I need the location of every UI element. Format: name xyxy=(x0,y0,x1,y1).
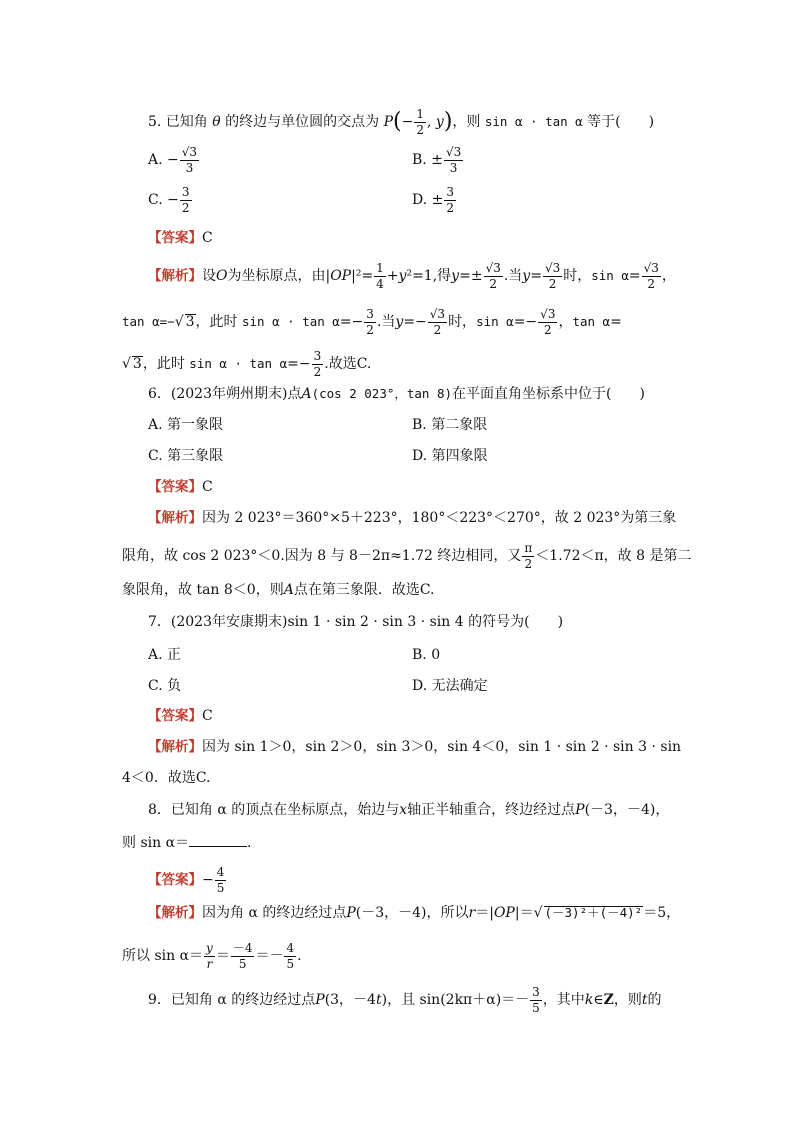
q6-option-b: B. 第二象限 xyxy=(412,417,488,433)
q7-solution-line1: 【解析】因为 sin 1＞0，sin 2＞0，sin 3＞0，sin 4＜0，sin 1 · sin 2 · sin 3 · sin xyxy=(148,739,682,755)
q5-option-c: C. − $\frac{3}{2}$ xyxy=(148,185,190,215)
q9-stem: 9．已知角 α 的终边经过点P(3，－4t)，且 sin(2kπ＋α)＝－ $\frac{3}{5}$ ，其中k∈Z，则t的 xyxy=(148,985,662,1015)
q6-solution-line3: 象限角，故 tan 8＜0，则A点在第三象限．故选C. xyxy=(122,582,435,598)
q6-option-c: C. 第三象限 xyxy=(148,448,224,464)
q8-solution-line2: 所以 sin α＝ $\frac{y}{r}$ ＝ $\frac{-4}{5}$ ＝－ $\frac{4}{5}$ . xyxy=(122,941,302,971)
q8-answer: 【答案】− $\frac{4}{5}$ xyxy=(148,865,225,895)
q5-solution-line3: √ 3，此时 sin α · tan α=− $\frac{3}{2}$ .故选C. xyxy=(122,349,372,379)
q5-option-a: A. − $\frac{√3}{3}$ xyxy=(148,145,198,175)
q5-option-b: B. ± $\frac{√3}{3}$ xyxy=(412,145,462,175)
q6-option-a: A. 第一象限 xyxy=(148,417,224,433)
q6-solution-line1: 【解析】因为 2 023°＝360°×5＋223°，180°＜223°＜270°，故 2 023°为第三象 xyxy=(148,510,677,526)
q8-stem-line1: 8．已知角 α 的顶点在坐标原点，始边与x轴正半轴重合，终边经过点P(－3，－4)， xyxy=(148,802,670,818)
q5-answer: 【答案】C xyxy=(148,230,213,246)
q5-solution-line1: 【解析】设O为坐标原点，由|OP|²= $\frac{1}{4}$ +y²=1,得y=± $\frac{√3}{2}$ .当y= $\frac{√3}{2}$ 时，sin α= $\frac{√3}{2}$ ， xyxy=(148,261,676,291)
q6-option-d: D. 第四象限 xyxy=(412,448,488,464)
q7-option-d: D. 无法确定 xyxy=(412,678,488,694)
q7-option-a: A. 正 xyxy=(148,647,182,663)
q5-option-d: D. ± $\frac{3}{2}$ xyxy=(412,185,455,215)
q8-solution-line1: 【解析】因为角 α 的终边经过点P(－3，－4)，所以r＝|OP|＝√ (－3)²＋(－4)²＝5， xyxy=(148,905,681,921)
q8-stem-line2: 则 sin α＝ . xyxy=(122,835,252,851)
q5-solution-line2: tan α=−√ 3，此时 sin α · tan α=− $\frac{3}{2}$ .当y=− $\frac{√3}{2}$ 时，sin α=− $\frac{√3}{2}$ ，tan α= xyxy=(122,307,622,337)
q7-option-c: C. 负 xyxy=(148,678,182,694)
q8-answer-blank xyxy=(189,834,247,847)
q7-answer: 【答案】C xyxy=(148,708,213,724)
q5-stem: 5. 已知角 θ 的终边与单位圆的交点为 P(− $\frac{1}{2}$ , y)，则 sin α · tan α 等于( ) xyxy=(148,107,655,137)
q6-answer: 【答案】C xyxy=(148,479,213,495)
q7-stem: 7．(2023年安康期末)sin 1 · sin 2 · sin 3 · sin 4 的符号为( ) xyxy=(148,614,564,630)
q7-solution-line2: 4＜0．故选C. xyxy=(122,770,211,786)
q6-stem: 6．(2023年朔州期末)点A(cos 2 023°，tan 8)在平面直角坐标系中位于( ) xyxy=(148,386,645,402)
q7-option-b: B. 0 xyxy=(412,647,441,663)
q6-solution-line2: 限角，故 cos 2 023°＜0.因为 8 与 8－2π≈1.72 终边相同，又 $\frac{\pi}{2}$ ＜1.72＜π，故 8 是第二 xyxy=(122,541,692,571)
